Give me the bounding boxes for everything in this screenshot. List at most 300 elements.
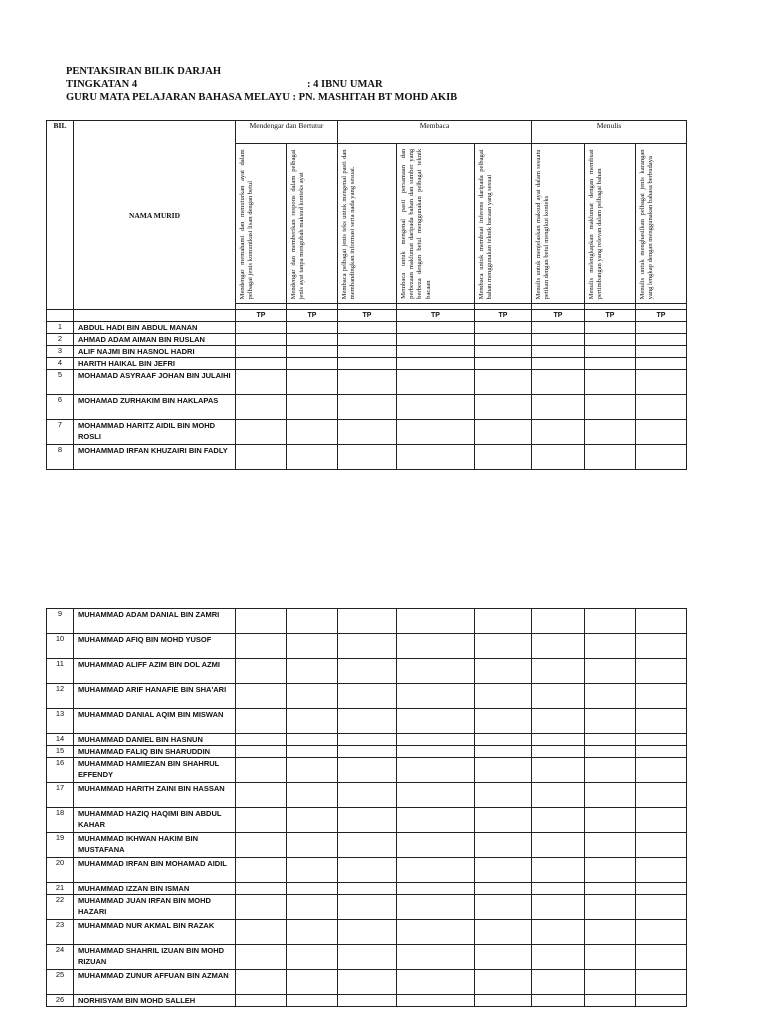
score-cell[interactable] (397, 634, 475, 659)
student-name: AHMAD ADAM AIMAN BIN RUSLAN (74, 334, 236, 346)
student-name: MUHAMMAD IZZAN BIN ISMAN (74, 883, 236, 895)
score-cell[interactable] (236, 420, 287, 445)
score-cell[interactable] (636, 684, 687, 709)
score-cell[interactable] (475, 945, 532, 970)
score-cell[interactable] (636, 370, 687, 395)
score-cell[interactable] (287, 746, 338, 758)
score-cell[interactable] (338, 358, 397, 370)
score-cell[interactable] (236, 746, 287, 758)
score-cell[interactable] (475, 808, 532, 833)
score-cell[interactable] (532, 858, 585, 883)
skill-text: Mendengar dan memberikan respons dalam pelbagai jenis ayat tanpa mengubah maksud konteks ayat (290, 149, 306, 299)
score-cell[interactable] (475, 445, 532, 470)
row-number: 8 (47, 445, 74, 470)
student-name: MUHAMMAD ADAM DANIAL BIN ZAMRI (74, 609, 236, 634)
score-cell[interactable] (397, 883, 475, 895)
score-cell[interactable] (636, 445, 687, 470)
skill-text: Mendengar memahami dan menuturkan ayat dalam pelbagai jenis komunikasi lisan dengan betul (239, 149, 255, 299)
student-name: MUHAMMAD AFIQ BIN MOHD YUSOF (74, 634, 236, 659)
student-row (47, 970, 687, 995)
score-cell[interactable] (338, 370, 397, 395)
score-cell[interactable] (475, 346, 532, 358)
score-cell[interactable] (397, 420, 475, 445)
tp-header: TP (636, 310, 687, 322)
score-cell[interactable] (287, 734, 338, 746)
score-cell[interactable] (475, 634, 532, 659)
score-cell[interactable] (236, 833, 287, 858)
score-cell[interactable] (475, 684, 532, 709)
student-row (47, 370, 687, 395)
score-cell[interactable] (287, 995, 338, 1007)
score-cell[interactable] (397, 358, 475, 370)
score-cell[interactable] (475, 609, 532, 634)
student-name: MUHAMMAD FALIQ BIN SHARUDDIN (74, 746, 236, 758)
student-name: MUHAMMAD HAMIEZAN BIN SHAHRUL EFFENDY (74, 758, 236, 783)
score-cell[interactable] (236, 995, 287, 1007)
score-cell[interactable] (338, 746, 397, 758)
level-label: TINGKATAN 4 (66, 79, 138, 90)
tp-header: TP (475, 310, 532, 322)
score-cell[interactable] (338, 895, 397, 920)
score-cell[interactable] (636, 322, 687, 334)
student-name: MUHAMMAD HARITH ZAINI BIN HASSAN (74, 783, 236, 808)
score-cell[interactable] (636, 358, 687, 370)
student-name: MUHAMMAD DANIEL BIN HASNUN (74, 734, 236, 746)
score-cell[interactable] (532, 920, 585, 945)
score-cell[interactable] (236, 945, 287, 970)
student-name: MOHAMMAD IRFAN KHUZAIRI BIN FADLY (74, 445, 236, 470)
score-cell[interactable] (338, 920, 397, 945)
score-cell[interactable] (338, 783, 397, 808)
score-cell[interactable] (338, 609, 397, 634)
score-cell[interactable] (532, 634, 585, 659)
score-cell[interactable] (532, 609, 585, 634)
score-cell[interactable] (236, 609, 287, 634)
score-cell[interactable] (636, 709, 687, 734)
score-cell[interactable] (397, 709, 475, 734)
score-cell[interactable] (397, 970, 475, 995)
student-row (47, 445, 687, 470)
score-cell[interactable] (287, 758, 338, 783)
score-cell[interactable] (287, 920, 338, 945)
score-cell[interactable] (397, 895, 475, 920)
score-cell[interactable] (532, 445, 585, 470)
score-cell[interactable] (636, 346, 687, 358)
score-cell[interactable] (532, 995, 585, 1007)
student-row (47, 734, 687, 746)
row-number: 12 (47, 684, 74, 709)
score-cell[interactable] (585, 334, 636, 346)
score-cell[interactable] (532, 833, 585, 858)
score-cell[interactable] (287, 634, 338, 659)
score-cell[interactable] (475, 709, 532, 734)
score-cell[interactable] (397, 995, 475, 1007)
score-cell[interactable] (397, 808, 475, 833)
row-number: 21 (47, 883, 74, 895)
row-number: 18 (47, 808, 74, 833)
row-number: 4 (47, 358, 74, 370)
score-cell[interactable] (532, 709, 585, 734)
score-cell[interactable] (532, 334, 585, 346)
score-cell[interactable] (475, 833, 532, 858)
score-cell[interactable] (338, 883, 397, 895)
score-cell[interactable] (532, 734, 585, 746)
student-row (47, 833, 687, 858)
score-cell[interactable] (236, 883, 287, 895)
skill-header (636, 144, 687, 304)
score-cell[interactable] (636, 920, 687, 945)
group-header-listening: Mendengar dan Bertutur (236, 121, 338, 144)
score-cell[interactable] (236, 758, 287, 783)
student-row (47, 709, 687, 734)
score-cell[interactable] (338, 420, 397, 445)
student-row (47, 995, 687, 1007)
student-name: ALIF NAJMI BIN HASNOL HADRI (74, 346, 236, 358)
score-cell[interactable] (397, 734, 475, 746)
skill-header (532, 144, 585, 304)
score-cell[interactable] (475, 858, 532, 883)
group-header-writing: Menulis (532, 121, 687, 144)
row-number: 14 (47, 734, 74, 746)
row-number: 9 (47, 609, 74, 634)
student-row (47, 358, 687, 370)
score-cell[interactable] (532, 783, 585, 808)
score-cell[interactable] (585, 833, 636, 858)
score-cell[interactable] (475, 783, 532, 808)
score-cell[interactable] (636, 634, 687, 659)
score-cell[interactable] (236, 370, 287, 395)
student-name: ABDUL HADI BIN ABDUL MANAN (74, 322, 236, 334)
score-cell[interactable] (236, 634, 287, 659)
score-cell[interactable] (338, 858, 397, 883)
student-name: NORHISYAM BIN MOHD SALLEH (74, 995, 236, 1007)
score-cell[interactable] (532, 945, 585, 970)
row-number: 17 (47, 783, 74, 808)
score-cell[interactable] (475, 895, 532, 920)
score-cell[interactable] (475, 370, 532, 395)
score-cell[interactable] (338, 334, 397, 346)
row-number: 16 (47, 758, 74, 783)
score-cell[interactable] (397, 945, 475, 970)
score-cell[interactable] (636, 995, 687, 1007)
score-cell[interactable] (636, 833, 687, 858)
score-cell[interactable] (475, 659, 532, 684)
score-cell[interactable] (532, 358, 585, 370)
row-number: 7 (47, 420, 74, 445)
row-number: 5 (47, 370, 74, 395)
score-cell[interactable] (532, 395, 585, 420)
student-row (47, 858, 687, 883)
score-cell[interactable] (585, 783, 636, 808)
skill-text: Menulis untuk menjelaskan maksud ayat dalam sesuatu petikan dengan betul mengikut konteks (535, 149, 551, 299)
score-cell[interactable] (475, 334, 532, 346)
student-name: MOHAMAD ASYRAAF JOHAN BIN JULAIHI (74, 370, 236, 395)
score-cell[interactable] (397, 858, 475, 883)
score-cell[interactable] (585, 746, 636, 758)
skill-header (397, 144, 475, 304)
score-cell[interactable] (287, 833, 338, 858)
student-row (47, 883, 687, 895)
row-number: 26 (47, 995, 74, 1007)
row-number: 13 (47, 709, 74, 734)
student-name: MUHAMMAD IRFAN BIN MOHAMAD AIDIL (74, 858, 236, 883)
score-cell[interactable] (287, 358, 338, 370)
score-cell[interactable] (287, 445, 338, 470)
row-number: 20 (47, 858, 74, 883)
score-cell[interactable] (636, 609, 687, 634)
student-row (47, 322, 687, 334)
score-cell[interactable] (287, 945, 338, 970)
score-cell[interactable] (287, 370, 338, 395)
skill-text: Membaca untuk mengenal pasti persamaan dan perbezaan maklumat daripada bahan dan sumber yang berbeza dengan betul menggunakan pelbagai teknik bacaan (400, 149, 432, 299)
score-cell[interactable] (338, 684, 397, 709)
score-cell[interactable] (585, 659, 636, 684)
score-cell[interactable] (287, 970, 338, 995)
score-cell[interactable] (236, 920, 287, 945)
score-cell[interactable] (532, 684, 585, 709)
skill-header (338, 144, 397, 304)
score-cell[interactable] (236, 684, 287, 709)
score-cell[interactable] (338, 833, 397, 858)
row-number: 23 (47, 920, 74, 945)
student-row (47, 945, 687, 970)
score-cell[interactable] (585, 995, 636, 1007)
score-cell[interactable] (287, 420, 338, 445)
score-cell[interactable] (585, 609, 636, 634)
student-row (47, 634, 687, 659)
score-cell[interactable] (636, 746, 687, 758)
score-cell[interactable] (338, 734, 397, 746)
skill-header (475, 144, 532, 304)
score-cell[interactable] (397, 346, 475, 358)
score-cell[interactable] (236, 895, 287, 920)
score-cell[interactable] (585, 358, 636, 370)
score-cell[interactable] (475, 395, 532, 420)
score-cell[interactable] (397, 659, 475, 684)
student-name: MUHAMMAD IKHWAN HAKIM BIN MUSTAFANA (74, 833, 236, 858)
empty-cell (47, 310, 74, 322)
score-cell[interactable] (287, 334, 338, 346)
score-cell[interactable] (397, 370, 475, 395)
score-cell[interactable] (585, 883, 636, 895)
score-cell[interactable] (287, 395, 338, 420)
score-cell[interactable] (532, 808, 585, 833)
score-cell[interactable] (475, 322, 532, 334)
student-name: MOHAMAD ZURHAKIM BIN HAKLAPAS (74, 395, 236, 420)
score-cell[interactable] (585, 895, 636, 920)
skill-text: Membaca pelbagai jenis teks untuk mengenal pasti dan membandingkan informasi serta nada yang sesuai. (341, 149, 357, 299)
score-cell[interactable] (585, 709, 636, 734)
score-cell[interactable] (236, 783, 287, 808)
score-cell[interactable] (532, 883, 585, 895)
score-cell[interactable] (338, 322, 397, 334)
score-cell[interactable] (475, 970, 532, 995)
row-number: 15 (47, 746, 74, 758)
score-cell[interactable] (475, 746, 532, 758)
score-cell[interactable] (397, 920, 475, 945)
student-row (47, 783, 687, 808)
score-cell[interactable] (475, 995, 532, 1007)
score-cell[interactable] (532, 758, 585, 783)
score-cell[interactable] (397, 746, 475, 758)
score-cell[interactable] (236, 858, 287, 883)
score-cell[interactable] (338, 634, 397, 659)
student-row (47, 659, 687, 684)
score-cell[interactable] (397, 334, 475, 346)
score-cell[interactable] (532, 746, 585, 758)
row-number: 6 (47, 395, 74, 420)
score-cell[interactable] (287, 783, 338, 808)
score-cell[interactable] (236, 395, 287, 420)
score-cell[interactable] (397, 833, 475, 858)
bil-header: BIL (47, 121, 74, 310)
tp-header: TP (585, 310, 636, 322)
score-cell[interactable] (585, 322, 636, 334)
score-cell[interactable] (338, 808, 397, 833)
score-cell[interactable] (287, 858, 338, 883)
score-cell[interactable] (236, 346, 287, 358)
score-cell[interactable] (636, 883, 687, 895)
score-cell[interactable] (287, 659, 338, 684)
tp-header: TP (287, 310, 338, 322)
score-cell[interactable] (287, 808, 338, 833)
score-cell[interactable] (287, 346, 338, 358)
score-cell[interactable] (532, 346, 585, 358)
score-cell[interactable] (475, 734, 532, 746)
score-cell[interactable] (636, 970, 687, 995)
score-cell[interactable] (585, 858, 636, 883)
score-cell[interactable] (236, 322, 287, 334)
score-cell[interactable] (287, 895, 338, 920)
score-cell[interactable] (636, 758, 687, 783)
score-cell[interactable] (475, 358, 532, 370)
score-cell[interactable] (397, 445, 475, 470)
score-cell[interactable] (397, 783, 475, 808)
score-cell[interactable] (236, 808, 287, 833)
empty-cell (74, 310, 236, 322)
student-row (47, 334, 687, 346)
skill-text: Membaca untuk membuat inferens daripada pelbagai bahan menggunakan teknik bacaan yang sesuai (478, 149, 494, 299)
score-cell[interactable] (397, 322, 475, 334)
score-cell[interactable] (585, 945, 636, 970)
score-cell[interactable] (636, 895, 687, 920)
score-cell[interactable] (236, 970, 287, 995)
student-name: MUHAMMAD ZUNUR AFFUAN BIN AZMAN (74, 970, 236, 995)
score-cell[interactable] (532, 322, 585, 334)
score-cell[interactable] (585, 420, 636, 445)
score-cell[interactable] (532, 659, 585, 684)
score-cell[interactable] (236, 358, 287, 370)
score-cell[interactable] (636, 659, 687, 684)
skill-text: Menulis untuk menghasilkan pelbagai jenis karangan yang lengkap dengan menggunakan bahasa berbudaya (639, 149, 655, 299)
score-cell[interactable] (338, 395, 397, 420)
score-cell[interactable] (397, 395, 475, 420)
score-cell[interactable] (236, 445, 287, 470)
student-row (47, 609, 687, 634)
score-cell[interactable] (636, 945, 687, 970)
score-cell[interactable] (287, 883, 338, 895)
score-cell[interactable] (338, 709, 397, 734)
score-cell[interactable] (636, 858, 687, 883)
student-name: MUHAMMAD ALIFF AZIM BIN DOL AZMI (74, 659, 236, 684)
row-number: 19 (47, 833, 74, 858)
score-cell[interactable] (532, 370, 585, 395)
score-cell[interactable] (636, 334, 687, 346)
score-cell[interactable] (585, 370, 636, 395)
tp-header: TP (338, 310, 397, 322)
score-cell[interactable] (532, 895, 585, 920)
score-cell[interactable] (585, 684, 636, 709)
tp-header: TP (532, 310, 585, 322)
score-cell[interactable] (636, 395, 687, 420)
score-cell[interactable] (475, 758, 532, 783)
score-cell[interactable] (585, 970, 636, 995)
score-cell[interactable] (532, 970, 585, 995)
skill-header (585, 144, 636, 304)
score-cell[interactable] (236, 659, 287, 684)
assessment-table-part1 (46, 120, 687, 470)
score-cell[interactable] (636, 420, 687, 445)
row-number: 1 (47, 322, 74, 334)
score-cell[interactable] (585, 808, 636, 833)
student-name: MUHAMMAD JUAN IRFAN BIN MOHD HAZARI (74, 895, 236, 920)
student-name: MUHAMMAD HAZIQ HAQIMI BIN ABDUL KAHAR (74, 808, 236, 833)
score-cell[interactable] (338, 945, 397, 970)
score-cell[interactable] (585, 920, 636, 945)
student-name: HARITH HAIKAL BIN JEFRI (74, 358, 236, 370)
score-cell[interactable] (338, 758, 397, 783)
score-cell[interactable] (287, 709, 338, 734)
score-cell[interactable] (338, 970, 397, 995)
score-cell[interactable] (236, 709, 287, 734)
score-cell[interactable] (585, 734, 636, 746)
tp-header: TP (236, 310, 287, 322)
score-cell[interactable] (475, 920, 532, 945)
score-cell[interactable] (397, 684, 475, 709)
score-cell[interactable] (338, 995, 397, 1007)
teacher-label: GURU MATA PELAJARAN BAHASA MELAYU : PN. MASHITAH BT MOHD AKIB (66, 92, 458, 103)
score-cell[interactable] (475, 420, 532, 445)
score-cell[interactable] (397, 609, 475, 634)
score-cell[interactable] (636, 783, 687, 808)
score-cell[interactable] (585, 758, 636, 783)
score-cell[interactable] (338, 445, 397, 470)
score-cell[interactable] (236, 334, 287, 346)
score-cell[interactable] (287, 609, 338, 634)
score-cell[interactable] (585, 346, 636, 358)
score-cell[interactable] (236, 734, 287, 746)
score-cell[interactable] (585, 395, 636, 420)
student-row (47, 420, 687, 445)
score-cell[interactable] (585, 445, 636, 470)
score-cell[interactable] (397, 758, 475, 783)
score-cell[interactable] (636, 734, 687, 746)
skill-header (236, 144, 287, 304)
score-cell[interactable] (287, 322, 338, 334)
score-cell[interactable] (532, 420, 585, 445)
skill-header (287, 144, 338, 304)
score-cell[interactable] (287, 684, 338, 709)
score-cell[interactable] (475, 883, 532, 895)
score-cell[interactable] (338, 659, 397, 684)
row-number: 10 (47, 634, 74, 659)
score-cell[interactable] (338, 346, 397, 358)
student-name: MUHAMMAD ARIF HANAFIE BIN SHA'ARI (74, 684, 236, 709)
score-cell[interactable] (585, 634, 636, 659)
score-cell[interactable] (636, 808, 687, 833)
row-number: 3 (47, 346, 74, 358)
page-title: PENTAKSIRAN BILIK DARJAH (66, 66, 221, 77)
